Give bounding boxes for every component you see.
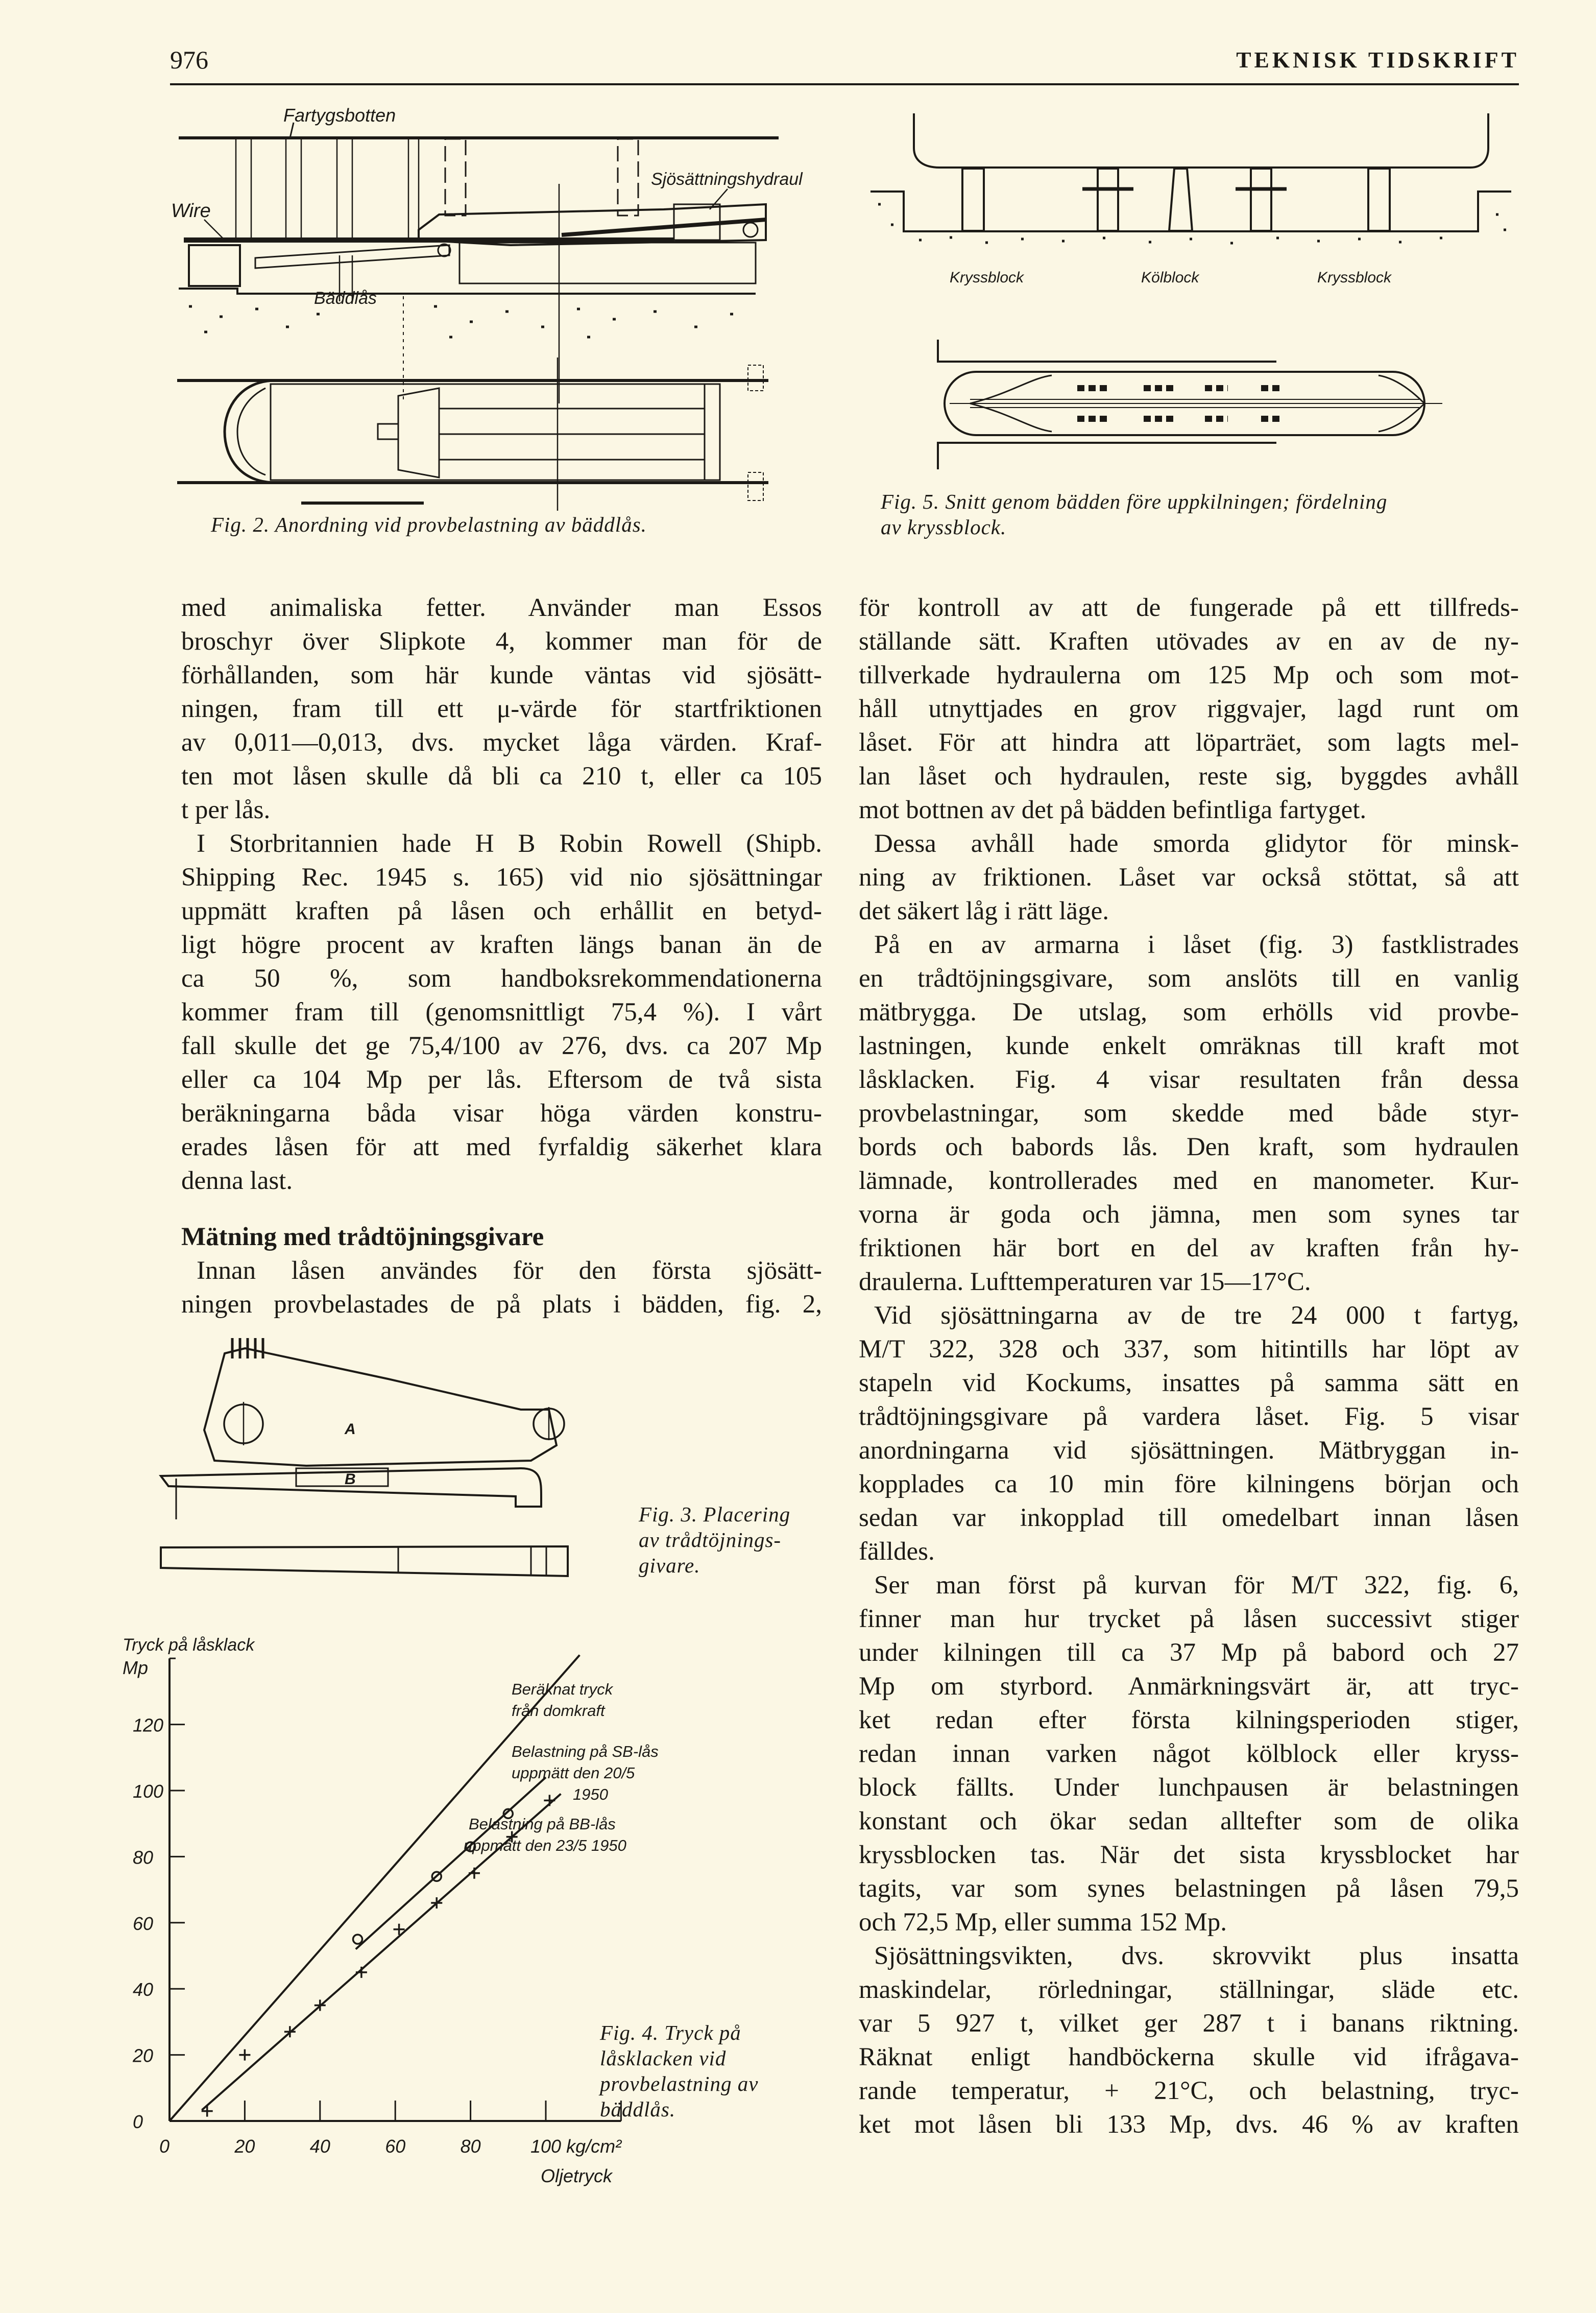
text-line: anordningarna vid sjösättningen. Mätbryggan in- [859, 1436, 1519, 1465]
series-label: 1950 [573, 1785, 608, 1803]
data-point-cross [239, 2049, 250, 2061]
text-line: fall skulle det ge 75,4/100 av 276, dvs. ca 207 Mp [181, 1032, 822, 1060]
x-tick-label: 20 [234, 2136, 255, 2157]
label-fartygsbotten: Fartygsbotten [283, 105, 396, 126]
label-baddlas: Bäddlås [314, 289, 377, 308]
text-line: friktionen här bort en del av kraften från hy- [859, 1234, 1519, 1262]
text-line: och 72,5 Mp, eller summa 152 Mp. [859, 1908, 1227, 1937]
data-point-cross [356, 1967, 367, 1978]
text-line: uppmätt kraften på låsen och erhållit en betyd- [181, 897, 822, 925]
fig2-caption: Fig. 2. Anordning vid provbelastning av bäddlås. [211, 513, 647, 536]
text-line: Dessa avhåll hade smorda glidytor för minsk- [874, 829, 1519, 858]
fig5-plan-view [938, 340, 1442, 469]
text-line: bords och babords lås. Den kraft, som hydraulen [859, 1133, 1519, 1161]
journal-title: TEKNISK TIDSKRIFT [1236, 47, 1519, 73]
text-line: tagits, var som synes belastningen på låsen 79,5 [859, 1874, 1519, 1903]
caption-line: Fig. 5. Snitt genom bädden före uppkilningen; fördelning [881, 490, 1388, 513]
text-line: sedan var inkopplad till omedelbart innan låsen [859, 1504, 1519, 1532]
series-label: uppmätt den 23/5 1950 [464, 1837, 626, 1854]
data-point-cross [202, 2106, 213, 2117]
text-line: med animaliska fetter. Använder man Essos [181, 593, 822, 622]
text-line: beräkningarna båda visar höga värden konstru- [181, 1099, 822, 1128]
text-line: broschyr över Slipkote 4, kommer man för de [181, 627, 822, 656]
text-line: kommer fram till (genomsnittligt 75,4 %). I vårt [181, 998, 822, 1027]
text-line: ningen, fram till ett μ-värde för startfriktionen [181, 695, 822, 723]
text-line: stapeln vid Kockums, insattes på samma sätt en [859, 1369, 1519, 1397]
y-tick-label: 60 [133, 1913, 154, 1934]
text-line: fälldes. [859, 1537, 935, 1566]
series-label: Belastning på BB-lås [469, 1815, 616, 1833]
series-line [170, 1655, 579, 2121]
text-line: M/T 322, 328 och 337, som hitintills har löpt av [859, 1335, 1519, 1364]
text-line: låsklacken. Fig. 4 visar resultaten från dessa [859, 1065, 1519, 1094]
text-line: finner man hur trycket på låsen successivt stiger [859, 1605, 1519, 1633]
x-tick-label: 80 [460, 2136, 481, 2157]
text-line: denna last. [181, 1166, 293, 1195]
text-line: Sjösättningsvikten, dvs. skrovvikt plus insatta [874, 1942, 1519, 1970]
text-line: Innan låsen användes för den första sjösätt- [197, 1256, 822, 1285]
paragraph [859, 827, 1519, 928]
text-line: en trådtöjningsgivare, som anslöts till en vanlig [859, 964, 1519, 993]
text-line: under kilningen till ca 37 Mp på babord och 27 [859, 1638, 1519, 1667]
y-axis-unit: Mp [123, 1657, 149, 1678]
label-kryssblock-left: Kryssblock [950, 269, 1024, 286]
y-axis-title: Tryck på låsklack [123, 1635, 255, 1655]
y-tick-label: 0 [133, 2111, 143, 2132]
label-wire: Wire [171, 200, 211, 222]
caption-line: Fig. 3. Placering [639, 1503, 791, 1526]
text-line: ligt högre procent av kraften längs banan än de [181, 931, 822, 959]
fig3-lock-drawing [161, 1338, 568, 1576]
fig3-caption [639, 1501, 790, 1578]
x-tick-label: 60 [385, 2136, 406, 2157]
text-line: Räknat enligt handböckerna skulle vid ifrågava- [859, 2043, 1519, 2071]
text-line: Mp om styrbord. Anmärkningsvärt är, att tryc- [859, 1672, 1519, 1701]
paragraph [181, 591, 822, 827]
fig4-chart [123, 1635, 659, 2186]
series-label: från domkraft [512, 1702, 605, 1720]
caption-line: Fig. 4. Tryck på [600, 2021, 741, 2044]
x-axis-title: Oljetryck [541, 2165, 613, 2186]
text-line: kopplades ca 10 min före kilningens början och [859, 1470, 1519, 1498]
text-line: trådtöjningsgivare på vardera låset. Fig. 5 visar [859, 1402, 1519, 1431]
data-point-circle [353, 1935, 362, 1944]
text-line: I Storbritannien hade H B Robin Rowell (Shipb. [197, 829, 822, 858]
text-line: rande temperatur, + 21°C, och belastning, tryc- [859, 2077, 1519, 2105]
label-b: B [345, 1471, 356, 1488]
text-line: kryssblocken tas. När det sista kryssblocket har [859, 1841, 1519, 1869]
paragraph [859, 591, 1519, 827]
text-line: mätbrygga. De utslag, som erhölls vid provbe- [859, 998, 1519, 1027]
text-line: eller ca 104 Mp per lås. Eftersom de två sista [181, 1065, 822, 1094]
text-line: lastningen, kunde enkelt omräknas till kraft mot [859, 1032, 1519, 1060]
text-line: konstant och ökar sedan alltefter som de olika [859, 1807, 1519, 1835]
x-unit-label: 100 kg/cm² [530, 2136, 622, 2157]
text-line: av 0,011—0,013, dvs. mycket låga värden. Kraf- [181, 728, 822, 757]
text-line: erades låsen för att med fyrfaldig säkerhet klara [181, 1133, 822, 1161]
right-column [859, 591, 1519, 2141]
paragraph [181, 827, 822, 1198]
fig4-caption [600, 2020, 758, 2122]
text-line: låset. För att hindra att löparträet, som lagts mel- [859, 728, 1519, 757]
text-line: lämnade, kontrollerades med en manometer. Kur- [859, 1166, 1519, 1195]
text-line: vorna är goda och jämna, men som synes tar [859, 1200, 1519, 1229]
paragraph [859, 928, 1519, 1299]
x-tick-label: 0 [159, 2136, 170, 2157]
paragraph [859, 1939, 1519, 2141]
caption-line: bäddlås. [600, 2097, 676, 2121]
text-line: håll utnyttjades en grov riggvajer, lagd runt om [859, 695, 1519, 723]
text-line: ställande sätt. Kraften utövades av en av de ny- [859, 627, 1519, 656]
caption-line: provbelastning av [600, 2072, 759, 2095]
label-a: A [345, 1421, 356, 1438]
y-tick-label: 80 [133, 1847, 154, 1868]
text-line: ten mot låsen skulle då bli ca 210 t, eller ca 105 [181, 762, 822, 791]
paragraph [859, 1568, 1519, 1939]
text-line: draulerna. Lufttemperaturen var 15—17°C. [859, 1268, 1311, 1296]
left-column [181, 591, 822, 1321]
text-line: mot bottnen av det på bädden befintliga fartyget. [859, 796, 1367, 824]
label-sjosattningshydraul: Sjösättningshydraul [651, 170, 803, 189]
data-point-cross [469, 1868, 480, 1879]
caption-line: av kryssblock. [881, 515, 1007, 539]
text-line: redan innan varken något kölblock eller kryss- [859, 1739, 1519, 1768]
x-tick-label: 40 [309, 2136, 330, 2157]
series-label: uppmätt den 20/5 [512, 1764, 635, 1782]
text-line: tillverkade hydraulerna om 125 Mp och som mot- [859, 661, 1519, 689]
y-tick-label: 100 [133, 1781, 164, 1802]
text-line: Shipping Rec. 1945 s. 165) vid nio sjösättningar [181, 863, 822, 892]
series-label: Belastning på SB-lås [512, 1743, 659, 1760]
paragraph [181, 1254, 822, 1321]
text-line: ningen provbelastades de på plats i bädden, fig. 2, [181, 1290, 822, 1319]
caption-line: låsklacken vid [600, 2046, 727, 2070]
label-kryssblock-right: Kryssblock [1317, 269, 1392, 286]
text-line: lan låset och hydraulen, reste sig, byggdes avhåll [859, 762, 1519, 791]
series-line [356, 1777, 546, 1949]
text-line: förhållanden, som här kunde väntas vid sjösätt- [181, 661, 822, 689]
text-line: var 5 927 t, vilket ger 287 t i banans riktning. [859, 2009, 1519, 2038]
caption-line: givare. [639, 1554, 700, 1577]
data-point-cross [544, 1795, 555, 1806]
section-heading: Mätning med trådtöjningsgivare [181, 1223, 544, 1251]
caption-line: av trådtöjnings- [639, 1528, 782, 1552]
text-line: provbelastningar, som skedde med både styr- [859, 1099, 1519, 1128]
text-line: t per lås. [181, 796, 271, 824]
y-tick-label: 120 [133, 1714, 164, 1736]
y-tick-label: 20 [133, 2045, 154, 2066]
fig5-section-view [870, 113, 1511, 286]
fig5-caption [881, 489, 1387, 540]
label-kolblock: Kölblock [1141, 269, 1199, 286]
text-line: På en av armarna i låset (fig. 3) fastklistrades [874, 931, 1519, 959]
text-line: för kontroll av att de fungerade på ett tillfreds- [859, 593, 1519, 622]
text-line: ket redan efter första kilningsperioden stiger, [859, 1706, 1519, 1734]
text-line: Ser man först på kurvan för M/T 322, fig. 6, [874, 1571, 1519, 1600]
series-label: Beräknat tryck [512, 1680, 613, 1698]
text-line: Vid sjösättningarna av de tre 24 000 t fartyg, [874, 1301, 1519, 1330]
text-line: ning av friktionen. Låset var också stöttat, så att [859, 863, 1519, 892]
text-line: det säkert låg i rätt läge. [859, 897, 1109, 925]
fig2-plan-view [177, 357, 768, 511]
paragraph [859, 1299, 1519, 1568]
text-line: block fällts. Under lunchpausen är belastningen [859, 1773, 1519, 1802]
text-line: ca 50 %, som handboksrekommendationerna [181, 964, 822, 993]
y-tick-label: 40 [133, 1979, 154, 2000]
text-line: ket mot låsen bli 133 Mp, dvs. 46 % av kraften [859, 2110, 1519, 2139]
page-number: 976 [170, 45, 208, 74]
fig2-side-view [171, 105, 803, 403]
text-line: maskindelar, rörledningar, ställningar, släde etc. [859, 1975, 1519, 2004]
